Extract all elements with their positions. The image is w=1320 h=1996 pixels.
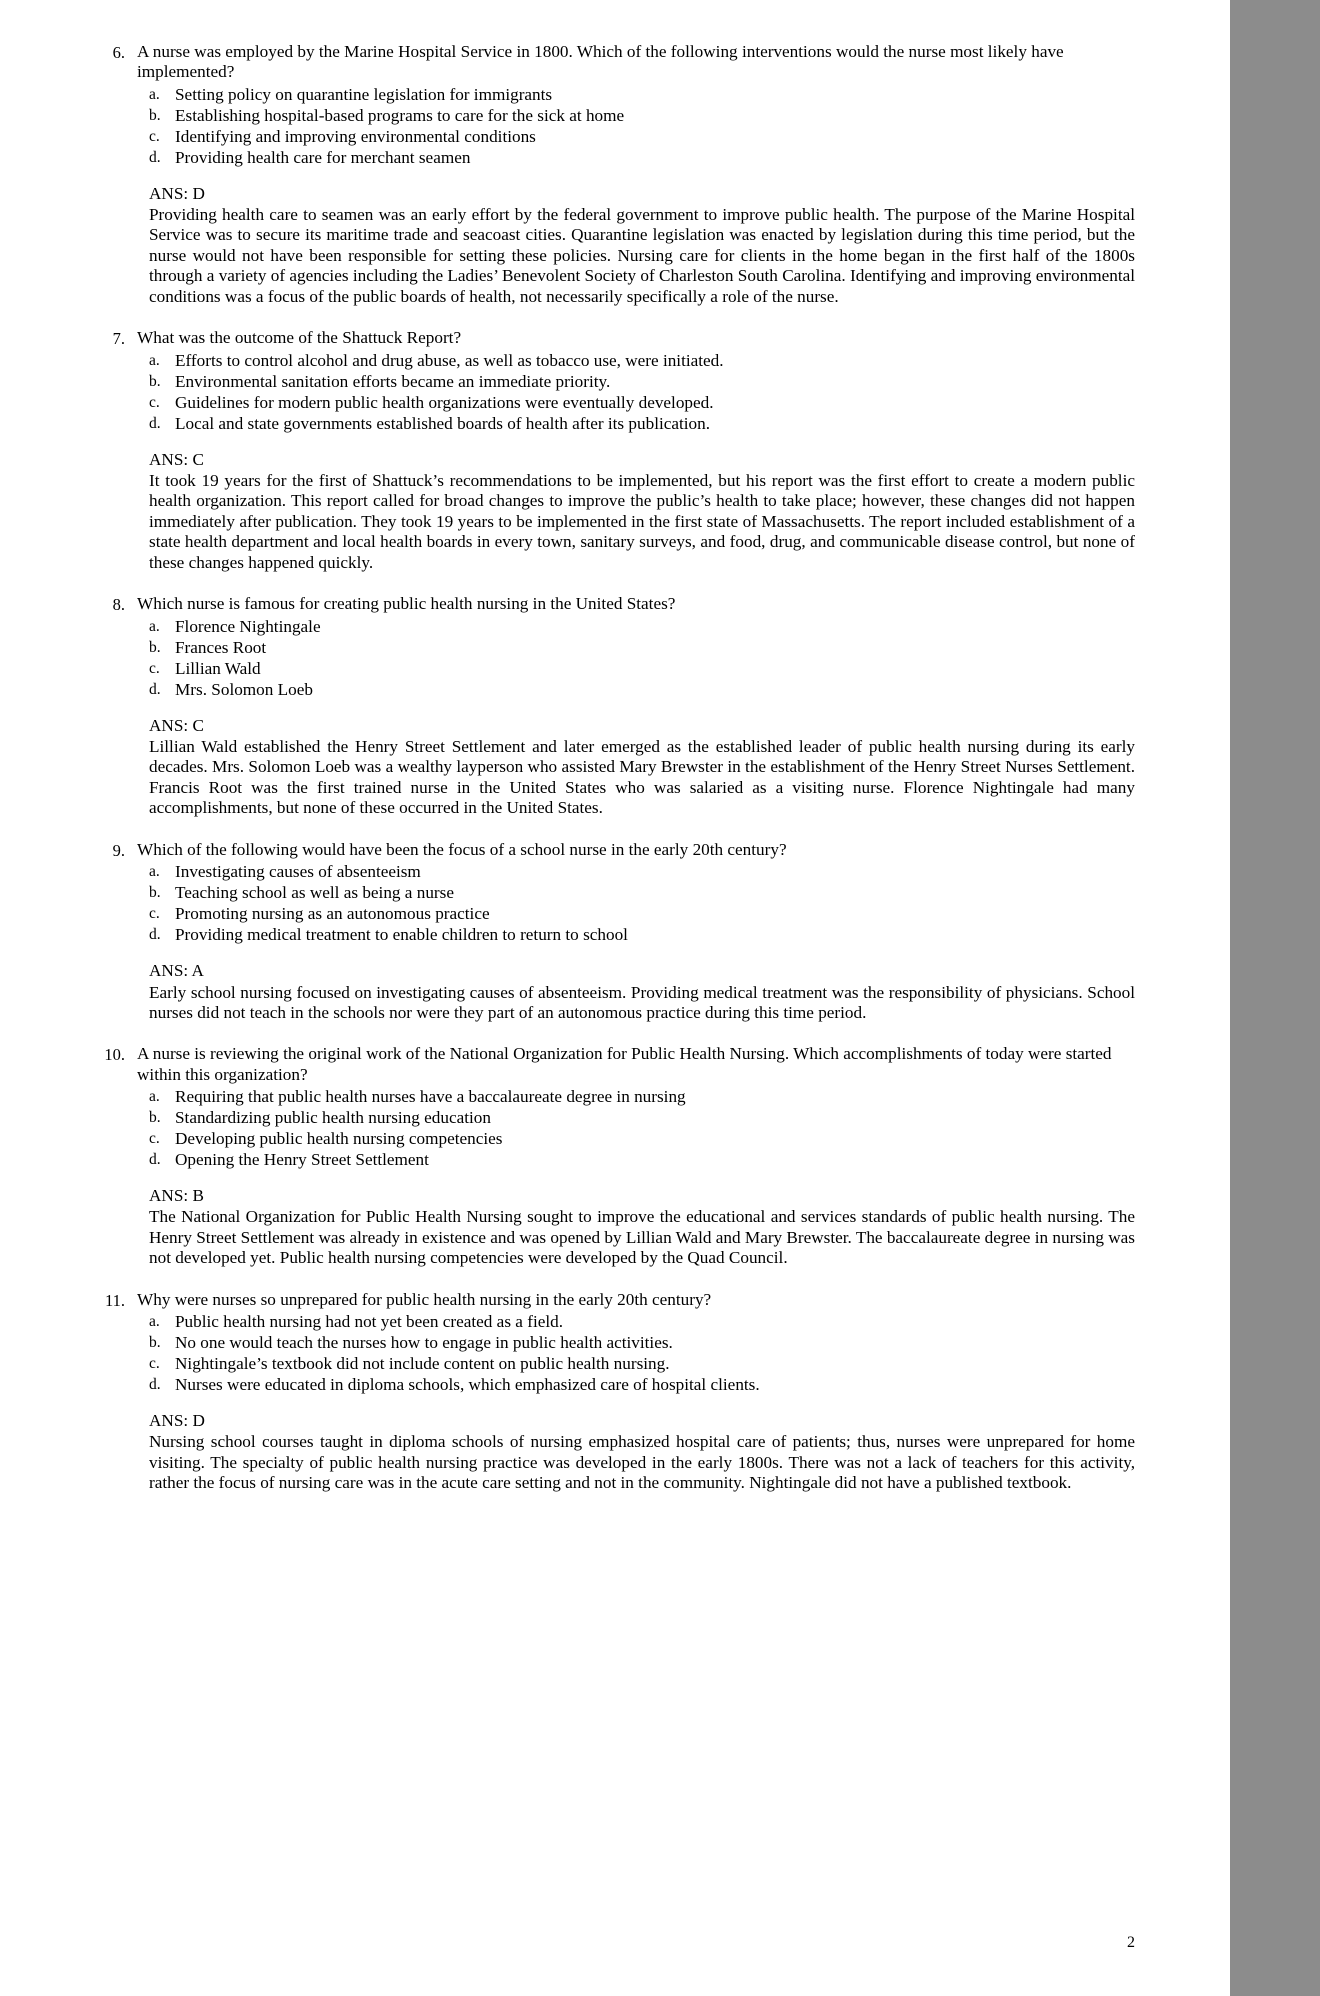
option-item: [149, 638, 1135, 659]
option-text: Environmental sanitation efforts became an immediate priority.: [175, 371, 611, 391]
option-text: Lillian Wald: [175, 658, 261, 678]
answer-block: [149, 1186, 1135, 1269]
option-label: b.: [149, 1334, 161, 1352]
question-block: [95, 1290, 1135, 1494]
question-block: [95, 594, 1135, 819]
option-list: [149, 351, 1135, 435]
question-number: 6.: [112, 43, 125, 62]
option-label: c.: [149, 1355, 160, 1373]
answer-key: ANS: D: [149, 1411, 205, 1431]
option-label: a.: [149, 85, 160, 103]
option-item: [149, 617, 1135, 638]
option-label: b.: [149, 106, 161, 124]
answer-key: ANS: C: [149, 715, 204, 735]
option-label: a.: [149, 351, 160, 369]
option-label: d.: [149, 1150, 161, 1168]
answer-key: ANS: D: [149, 183, 205, 203]
option-item: [149, 1129, 1135, 1150]
option-item: [149, 393, 1135, 414]
option-item: [149, 1087, 1135, 1108]
question-number: 9.: [112, 840, 125, 860]
option-label: b.: [149, 884, 161, 902]
option-label: c.: [149, 393, 160, 411]
option-text: Efforts to control alcohol and drug abuse, as well as tobacco use, were initiated.: [175, 350, 724, 370]
option-label: c.: [149, 905, 160, 923]
answer-block: [149, 184, 1135, 308]
answer-rationale: Early school nursing focused on investigating causes of absenteeism. Providing medical treatment was the responsibility of physicians. School nurses did not teach in the schools nor were they part of an autonomous practice during this time period.: [149, 982, 1135, 1022]
option-text: Developing public health nursing competencies: [175, 1129, 503, 1148]
answer-block: [149, 961, 1135, 1023]
question-block: [95, 840, 1135, 1024]
option-item: [149, 414, 1135, 435]
question-text: A nurse is reviewing the original work of the National Organization for Public Health Nursing. Which accomplishments of today were started within this organization?: [137, 1044, 1112, 1084]
option-item: [149, 680, 1135, 701]
option-label: d.: [149, 926, 161, 944]
page-bottom-spacer: [95, 1515, 1135, 1635]
option-text: Promoting nursing as an autonomous practice: [175, 904, 490, 924]
question-number: 7.: [112, 329, 125, 349]
option-text: Nightingale’s textbook did not include content on public health nursing.: [175, 1354, 670, 1374]
option-item: [149, 862, 1135, 883]
question-text: Why were nurses so unprepared for public health nursing in the early 20th century?: [137, 1289, 712, 1309]
option-text: Standardizing public health nursing education: [175, 1108, 491, 1128]
option-item: [149, 351, 1135, 372]
option-text: Guidelines for modern public health organizations were eventually developed.: [175, 392, 714, 412]
option-text: Mrs. Solomon Loeb: [175, 679, 313, 699]
question-stem-row: [95, 328, 1135, 348]
answer-rationale: Lillian Wald established the Henry Street Settlement and later emerged as the established leader of public health nursing during its early decades. Mrs. Solomon Loeb was a wealthy layperson who assisted Mary Brewster in the establishment of the Henry Street Nurses Settlement. Francis Root was the first trained nurse in the United States who was salaried as a visiting nurse. Florence Nightingale had many accomplishments, but none of these occurred in the United States.: [149, 736, 1135, 818]
option-text: Public health nursing had not yet been created as a field.: [175, 1312, 564, 1332]
option-label: b.: [149, 638, 161, 656]
option-text: Providing health care for merchant seamen: [175, 147, 471, 167]
option-list: [149, 1312, 1135, 1396]
option-item: [149, 1375, 1135, 1396]
option-list: [149, 862, 1135, 946]
option-item: [149, 1312, 1135, 1333]
answer-rationale: Providing health care to seamen was an early effort by the federal government to improve public health. The purpose of the Marine Hospital Service was to secure its maritime trade and seacoast cities. Quarantine legislation was enacted by legislation during this time period, but the nurse would not have been responsible for setting these policies. Nursing care for clients in the home began in the first half of the 1800s through a variety of agencies including the Ladies’ Benevolent Society of Charleston South Carolina. Identifying and improving environmental conditions was a focus of the public boards of health, not necessarily specifically a role of the nurse.: [149, 204, 1135, 306]
option-item: [149, 904, 1135, 925]
question-text: Which of the following would have been the focus of a school nurse in the early 20th century?: [137, 839, 787, 859]
question-text: A nurse was employed by the Marine Hospital Service in 1800. Which of the following interventions would the nurse most likely have implemented?: [137, 42, 1064, 82]
question-stem-row: [95, 1290, 1135, 1310]
question-stem-row: [95, 594, 1135, 614]
option-list: [149, 85, 1135, 169]
option-text: Providing medical treatment to enable children to return to school: [175, 925, 628, 945]
option-text: Nurses were educated in diploma schools, which emphasized care of hospital clients.: [175, 1375, 760, 1395]
option-text: Florence Nightingale: [175, 616, 321, 636]
question-stem-row: [95, 42, 1135, 83]
answer-rationale: Nursing school courses taught in diploma schools of nursing emphasized hospital care of patients; thus, nurses were unprepared for home visiting. The specialty of public health nursing practice was developed in the early 1800s. There was not a lack of teachers for this activity, rather the focus of nursing care was in the acute care setting and not in the community. Nightingale did not have a published textbook.: [149, 1432, 1135, 1493]
option-list: [149, 617, 1135, 701]
option-text: Requiring that public health nurses have a baccalaureate degree in nursing: [175, 1087, 686, 1107]
option-text: Frances Root: [175, 637, 267, 657]
answer-key: ANS: A: [149, 961, 204, 981]
option-label: a.: [149, 1088, 160, 1106]
answer-block: [149, 1411, 1135, 1494]
option-text: Investigating causes of absenteeism: [175, 862, 421, 882]
question-stem-row: [95, 1044, 1135, 1085]
option-label: d.: [149, 148, 161, 166]
option-label: b.: [149, 372, 161, 390]
answer-rationale: It took 19 years for the first of Shattuck’s recommendations to be implemented, but his report was the first effort to create a modern public health organization. This report called for broad changes to improve the public’s health to take place; however, these changes did not happen immediately after publication. They took 19 years to be implemented in the first state of Massachusetts. The report included establishment of a state health department and local health boards in every town, sanitary surveys, and food, drug, and communicable disease control, but none of these changes happened quickly.: [149, 470, 1135, 572]
option-item: [149, 1333, 1135, 1354]
option-item: [149, 1108, 1135, 1129]
option-text: Setting policy on quarantine legislation for immigrants: [175, 84, 553, 104]
option-item: [149, 85, 1135, 106]
option-label: a.: [149, 863, 160, 881]
option-text: Identifying and improving environmental conditions: [175, 126, 536, 146]
answer-key: ANS: B: [149, 1185, 204, 1205]
option-label: c.: [149, 659, 160, 677]
option-text: No one would teach the nurses how to engage in public health activities.: [175, 1333, 673, 1353]
question-stem-row: [95, 840, 1135, 860]
option-label: d.: [149, 1376, 161, 1394]
option-text: Teaching school as well as being a nurse: [175, 883, 454, 903]
option-item: [149, 925, 1135, 946]
option-label: c.: [149, 1130, 160, 1147]
answer-key: ANS: C: [149, 449, 204, 469]
option-list: [149, 1087, 1135, 1171]
option-label: b.: [149, 1109, 161, 1127]
option-item: [149, 148, 1135, 169]
option-text: Opening the Henry Street Settlement: [175, 1149, 429, 1169]
option-item: [149, 659, 1135, 680]
option-text: Local and state governments established boards of health after its publication.: [175, 413, 711, 433]
option-item: [149, 1354, 1135, 1375]
option-label: a.: [149, 617, 160, 635]
option-label: d.: [149, 414, 161, 432]
option-item: [149, 1150, 1135, 1171]
answer-rationale: The National Organization for Public Health Nursing sought to improve the educational and services standards of public health nursing. The Henry Street Settlement was already in existence and was opened by Lillian Wald and Mary Brewster. The baccalaureate degree in nursing was not developed yet. Public health nursing competencies were developed by the Quad Council.: [149, 1207, 1135, 1268]
option-item: [149, 127, 1135, 148]
question-number: 11.: [104, 1290, 125, 1310]
page-number: 2: [1127, 1934, 1135, 1951]
option-item: [149, 106, 1135, 127]
question-block: [95, 328, 1135, 573]
option-label: d.: [149, 680, 161, 698]
question-block: [95, 1044, 1135, 1268]
option-label: a.: [149, 1313, 160, 1331]
option-item: [149, 883, 1135, 904]
question-block: [95, 42, 1135, 307]
answer-block: [149, 450, 1135, 574]
option-item: [149, 372, 1135, 393]
question-number: 8.: [112, 595, 125, 615]
option-label: c.: [149, 127, 160, 145]
page-content: [95, 42, 1135, 1635]
question-text: What was the outcome of the Shattuck Report?: [137, 328, 462, 348]
question-text: Which nurse is famous for creating public health nursing in the United States?: [137, 594, 676, 614]
option-text: Establishing hospital-based programs to care for the sick at home: [175, 105, 625, 125]
answer-block: [149, 716, 1135, 819]
question-number: 10.: [104, 1045, 125, 1065]
